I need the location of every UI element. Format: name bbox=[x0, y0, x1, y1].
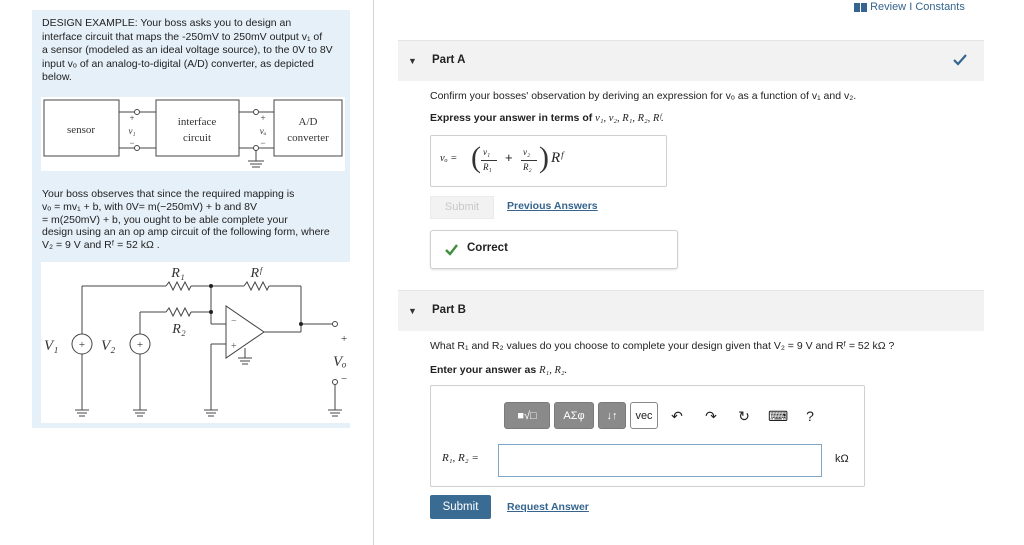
v1-label: v₁ bbox=[128, 126, 136, 136]
unit-label: kΩ bbox=[835, 453, 849, 465]
vo-minus-label: − bbox=[341, 373, 348, 385]
part-b-instruction bbox=[430, 364, 567, 376]
answer-rf: Rᶠ bbox=[551, 150, 563, 166]
problem-observation bbox=[42, 188, 354, 252]
review-link[interactable]: Review bbox=[870, 1, 907, 13]
problem-line: vₒ = mv₁ + b, with 0V= m(−250mV) + b and 8V bbox=[42, 200, 257, 213]
problem-line: DESIGN EXAMPLE: Your boss asks you to design an bbox=[42, 17, 292, 29]
part-b-submit-button[interactable]: Submit bbox=[430, 495, 491, 519]
part-a-prompt: Confirm your bosses' observation by deriving an expression for vₒ as a function of v₁ and v₂. bbox=[430, 90, 857, 102]
sensor-label: sensor bbox=[66, 124, 96, 136]
problem-line: Your boss observes that since the required mapping is bbox=[42, 188, 295, 200]
v1-minus: − bbox=[129, 138, 135, 148]
paren-close: ) bbox=[539, 141, 549, 174]
r1-r2-answer-field[interactable] bbox=[498, 444, 822, 477]
vo-minus: − bbox=[260, 138, 266, 148]
r2-label: R₂ bbox=[172, 322, 186, 337]
vo-plus-label: + bbox=[341, 333, 348, 345]
v2-source-label: V₂ bbox=[101, 338, 116, 354]
link-separator: I bbox=[909, 1, 913, 13]
instruction-prefix: Express your answer in terms of bbox=[430, 112, 593, 124]
redo-icon[interactable]: ↷ bbox=[705, 408, 717, 424]
undo-icon[interactable]: ↶ bbox=[671, 408, 683, 424]
problem-line: a sensor (modeled as an ideal voltage source), to the 0V to 8V bbox=[42, 44, 333, 56]
r1-label: R₁ bbox=[171, 266, 185, 281]
problem-panel bbox=[32, 10, 350, 428]
arrows-button[interactable]: ↓↑ bbox=[598, 402, 626, 429]
vo-label: vₒ bbox=[259, 126, 267, 136]
instruction-prefix: Enter your answer as bbox=[430, 364, 537, 376]
interface-label: interface bbox=[177, 116, 217, 128]
problem-line: input vₒ of an analog-to-digital (A/D) converter, as depicted bbox=[42, 57, 314, 70]
problem-line: = m(250mV) + b, you ought to be able complete your bbox=[42, 213, 288, 226]
correct-feedback bbox=[430, 230, 678, 269]
part-a-title: Part A bbox=[432, 54, 466, 66]
correct-check-icon bbox=[444, 242, 459, 257]
ad-label: A/D bbox=[298, 116, 318, 128]
problem-line: interface circuit that maps the -250mV to 250mV output v₁ of bbox=[42, 30, 323, 43]
instruction-vars: R₁, R₂. bbox=[539, 365, 568, 376]
frac1-bar bbox=[481, 160, 497, 161]
opamp-minus: − bbox=[231, 316, 237, 327]
v1-source-label: V₁ bbox=[44, 338, 59, 354]
rf-label: Rᶠ bbox=[250, 266, 262, 281]
vo-plus: + bbox=[260, 113, 266, 123]
op-amp-circuit-svg bbox=[41, 262, 351, 423]
answer-lhs: vₒ = bbox=[440, 153, 458, 164]
help-icon[interactable]: ? bbox=[806, 408, 814, 424]
greek-symbols-button[interactable]: AΣφ bbox=[554, 402, 594, 429]
v1-plus: + bbox=[129, 113, 135, 123]
opamp-plus: + bbox=[231, 341, 237, 352]
vec-button[interactable]: vec bbox=[630, 402, 658, 429]
part-a-answer-box bbox=[430, 135, 667, 187]
problem-line: below. bbox=[42, 71, 72, 83]
templates-button[interactable]: ■√□ bbox=[504, 402, 550, 429]
part-a-submit-button[interactable]: Submit bbox=[430, 196, 494, 219]
v1-source-plus: + bbox=[78, 339, 86, 351]
converter-label: converter bbox=[287, 132, 329, 144]
block-diagram bbox=[41, 97, 345, 171]
book-icon bbox=[854, 3, 867, 12]
block-diagram-svg bbox=[41, 97, 345, 171]
part-b-header[interactable] bbox=[398, 290, 984, 331]
checkmark-icon bbox=[952, 52, 968, 68]
frac2-den: R₂ bbox=[523, 162, 532, 172]
keyboard-icon[interactable]: ⌨ bbox=[768, 408, 789, 424]
reset-icon[interactable]: ↻ bbox=[738, 408, 750, 424]
constants-link[interactable]: Constants bbox=[915, 1, 965, 13]
v2-source-plus: + bbox=[136, 339, 144, 351]
problem-line: design using an an op amp circuit of the following form, where bbox=[42, 226, 330, 239]
op-amp-circuit bbox=[41, 262, 351, 423]
circuit-label: circuit bbox=[182, 132, 212, 144]
instruction-vars: v₁, v₂, R₁, R₂, Rᶠ. bbox=[595, 113, 664, 124]
part-a-header[interactable] bbox=[398, 40, 984, 81]
vo-output-label: Vₒ bbox=[333, 354, 347, 370]
part-b-prompt: What R₁ and R₂ values do you choose to complete your design given that V₂ = 9 V and Rᶠ = 52 kΩ ? bbox=[430, 340, 895, 352]
problem-intro bbox=[42, 17, 347, 85]
plus-sign: + bbox=[505, 150, 513, 165]
part-a-instruction bbox=[430, 112, 664, 124]
frac2-bar bbox=[521, 160, 537, 161]
answer-field-label: R₁, R₂ = bbox=[442, 452, 479, 464]
frac1-num: v₁ bbox=[483, 147, 491, 157]
collapse-triangle-icon[interactable]: ▼ bbox=[408, 306, 417, 316]
review-constants-bar bbox=[854, 1, 965, 13]
collapse-triangle-icon[interactable]: ▼ bbox=[408, 56, 417, 66]
request-answer-link[interactable]: Request Answer bbox=[507, 501, 589, 513]
frac2-num: v₂ bbox=[523, 147, 531, 157]
paren-open: ( bbox=[471, 141, 481, 174]
correct-label: Correct bbox=[467, 242, 508, 254]
math-editor bbox=[430, 385, 865, 487]
frac1-den: R₁ bbox=[483, 162, 492, 172]
problem-line: V₂ = 9 V and Rᶠ = 52 kΩ . bbox=[42, 239, 160, 252]
part-b-title: Part B bbox=[432, 304, 466, 316]
column-divider bbox=[373, 0, 374, 545]
previous-answers-link[interactable]: Previous Answers bbox=[507, 200, 598, 212]
